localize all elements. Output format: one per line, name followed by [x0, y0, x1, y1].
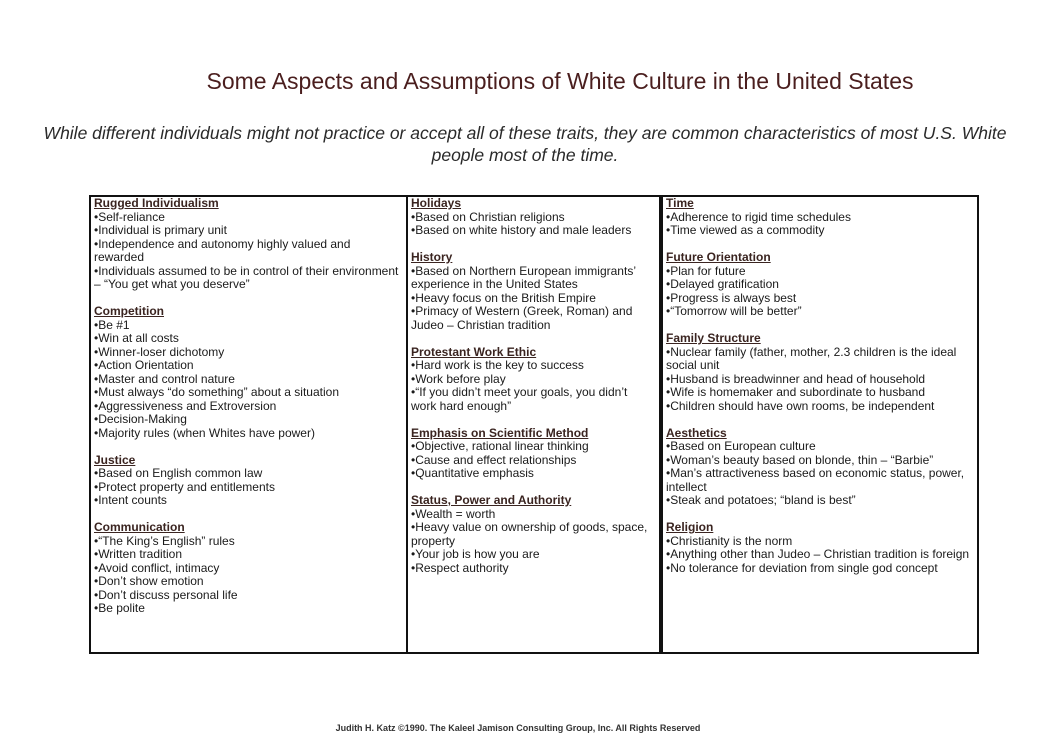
- trait-item: •Don’t show emotion: [94, 574, 204, 588]
- trait-item: •Majority rules (when Whites have power): [94, 425, 315, 440]
- trait-item: experience in the United States: [411, 277, 578, 291]
- trait-section: [666, 521, 974, 575]
- trait-item: – “You get what you deserve”: [94, 277, 250, 291]
- trait-item: •Master and control nature: [94, 371, 235, 386]
- section-heading: Communication: [94, 520, 185, 534]
- section-heading: Status, Power and Authority: [411, 493, 572, 507]
- trait-item: •Delayed gratification: [666, 277, 779, 291]
- trait-item: •Christianity is the norm: [666, 533, 793, 548]
- trait-item: •Work before play: [411, 371, 506, 386]
- table-column-2: [408, 197, 663, 652]
- trait-item: •Children should have own rooms, be independent: [666, 398, 935, 413]
- section-heading: History: [411, 250, 453, 264]
- trait-item: •Based on Christian religions: [411, 209, 565, 224]
- section-heading: Competition: [94, 304, 164, 318]
- trait-item: •Action Orientation: [94, 358, 194, 372]
- section-heading: Justice: [94, 452, 136, 467]
- trait-item: •Written tradition: [94, 547, 183, 561]
- trait-item: •Steak and potatoes; “bland is best”: [666, 493, 856, 507]
- trait-item: •Self-reliance: [94, 209, 165, 224]
- section-heading: Protestant Work Ethic: [411, 344, 537, 359]
- trait-item: •“The King’s English” rules: [94, 533, 235, 548]
- trait-section: [94, 521, 403, 616]
- trait-item: •Must always “do something” about a situation: [94, 385, 339, 399]
- trait-item: •Woman’s beauty based on blonde, thin – “Barbie”: [666, 452, 934, 467]
- trait-item: •Heavy value on ownership of goods, space,: [411, 520, 648, 534]
- trait-item: intellect: [666, 479, 707, 494]
- trait-section: [411, 427, 656, 481]
- trait-item: •Winner-loser dichotomy: [94, 344, 225, 359]
- trait-item: •Based on white history and male leaders: [411, 223, 632, 237]
- section-heading: Future Orientation: [666, 250, 771, 264]
- trait-item: •Based on European culture: [666, 439, 816, 453]
- trait-section: [94, 454, 403, 508]
- trait-section: [411, 346, 656, 414]
- trait-item: •Decision-Making: [94, 412, 187, 426]
- section-heading: Rugged Individualism: [94, 197, 219, 210]
- trait-item: •Respect authority: [411, 560, 509, 575]
- section-heading: Religion: [666, 520, 714, 534]
- trait-item: •Objective, rational linear thinking: [411, 439, 589, 453]
- trait-item: •Avoid conflict, intimacy: [94, 560, 220, 575]
- trait-item: •Husband is breadwinner and head of household: [666, 371, 926, 386]
- copyright-footer: Judith H. Katz ©1990. The Kaleel Jamison Consulting Group, Inc. All Rights Reserved: [335, 723, 701, 733]
- trait-item: •Individuals assumed to be in control of their environment: [94, 263, 399, 278]
- trait-item: •Independence and autonomy highly valued and rewarded: [94, 236, 351, 264]
- trait-item: •Cause and effect relationships: [411, 452, 577, 467]
- traits-table: [89, 195, 979, 654]
- section-heading: Time: [666, 197, 694, 210]
- section-heading: Holidays: [411, 197, 462, 210]
- trait-item: •Wife is homemaker and subordinate to husband: [666, 385, 926, 399]
- table-column-3: [663, 197, 977, 652]
- trait-item: •“Tomorrow will be better”: [666, 304, 802, 318]
- trait-item: •Time viewed as a commodity: [666, 223, 825, 237]
- trait-item: •Win at all costs: [94, 331, 179, 345]
- section-heading: Family Structure: [666, 331, 761, 345]
- section-heading: Emphasis on Scientific Method: [411, 425, 589, 440]
- trait-item: •“If you didn’t meet your goals, you didn’t: [411, 385, 628, 399]
- trait-item: •Quantitative emphasis: [411, 466, 534, 480]
- trait-item: •Plan for future: [666, 263, 746, 278]
- trait-section: [666, 251, 974, 319]
- page-title: Some Aspects and Assumptions of White Culture in the United States: [206, 68, 914, 94]
- trait-item: •Adherence to rigid time schedules: [666, 209, 851, 224]
- trait-item: •Based on Northern European immigrants’: [411, 263, 636, 278]
- trait-item: Judeo – Christian tradition: [411, 317, 551, 332]
- trait-item: •Wealth = worth: [411, 506, 496, 521]
- trait-item: social unit: [666, 358, 720, 372]
- trait-section: [411, 251, 656, 332]
- trait-item: property: [411, 533, 456, 548]
- page-subtitle: While different individuals might not practice or accept all of these traits, they are common characteristics of most U.S. White people most of the time.: [43, 123, 1007, 165]
- trait-item: •Be #1: [94, 317, 130, 332]
- trait-section: [666, 332, 974, 413]
- trait-item: •Be polite: [94, 601, 145, 615]
- trait-item: •Hard work is the key to success: [411, 358, 584, 372]
- trait-section: [666, 427, 974, 508]
- trait-item: •Aggressiveness and Extroversion: [94, 398, 277, 413]
- trait-item: •Your job is how you are: [411, 547, 540, 561]
- trait-item: •Intent counts: [94, 493, 167, 507]
- trait-item: •Primacy of Western (Greek, Roman) and: [411, 304, 633, 318]
- trait-item: •Individual is primary unit: [94, 223, 227, 237]
- trait-item: •Man’s attractiveness based on economic status, power,: [666, 466, 965, 480]
- trait-item: •Based on English common law: [94, 466, 263, 480]
- trait-item: •Protect property and entitlements: [94, 479, 275, 494]
- trait-item: •Don’t discuss personal life: [94, 587, 238, 602]
- trait-item: •Nuclear family (father, mother, 2.3 children is the ideal: [666, 344, 957, 359]
- trait-item: •Anything other than Judeo – Christian tradition is foreign: [666, 547, 970, 561]
- trait-section: [94, 197, 403, 292]
- trait-section: [411, 197, 656, 238]
- trait-section: [94, 305, 403, 440]
- table-column-1: [91, 197, 408, 652]
- section-heading: Aesthetics: [666, 425, 727, 440]
- trait-item: •Progress is always best: [666, 290, 797, 305]
- trait-item: •Heavy focus on the British Empire: [411, 290, 596, 305]
- trait-item: •No tolerance for deviation from single god concept: [666, 560, 938, 575]
- trait-section: [666, 197, 974, 238]
- trait-item: work hard enough”: [411, 398, 512, 413]
- trait-section: [411, 494, 656, 575]
